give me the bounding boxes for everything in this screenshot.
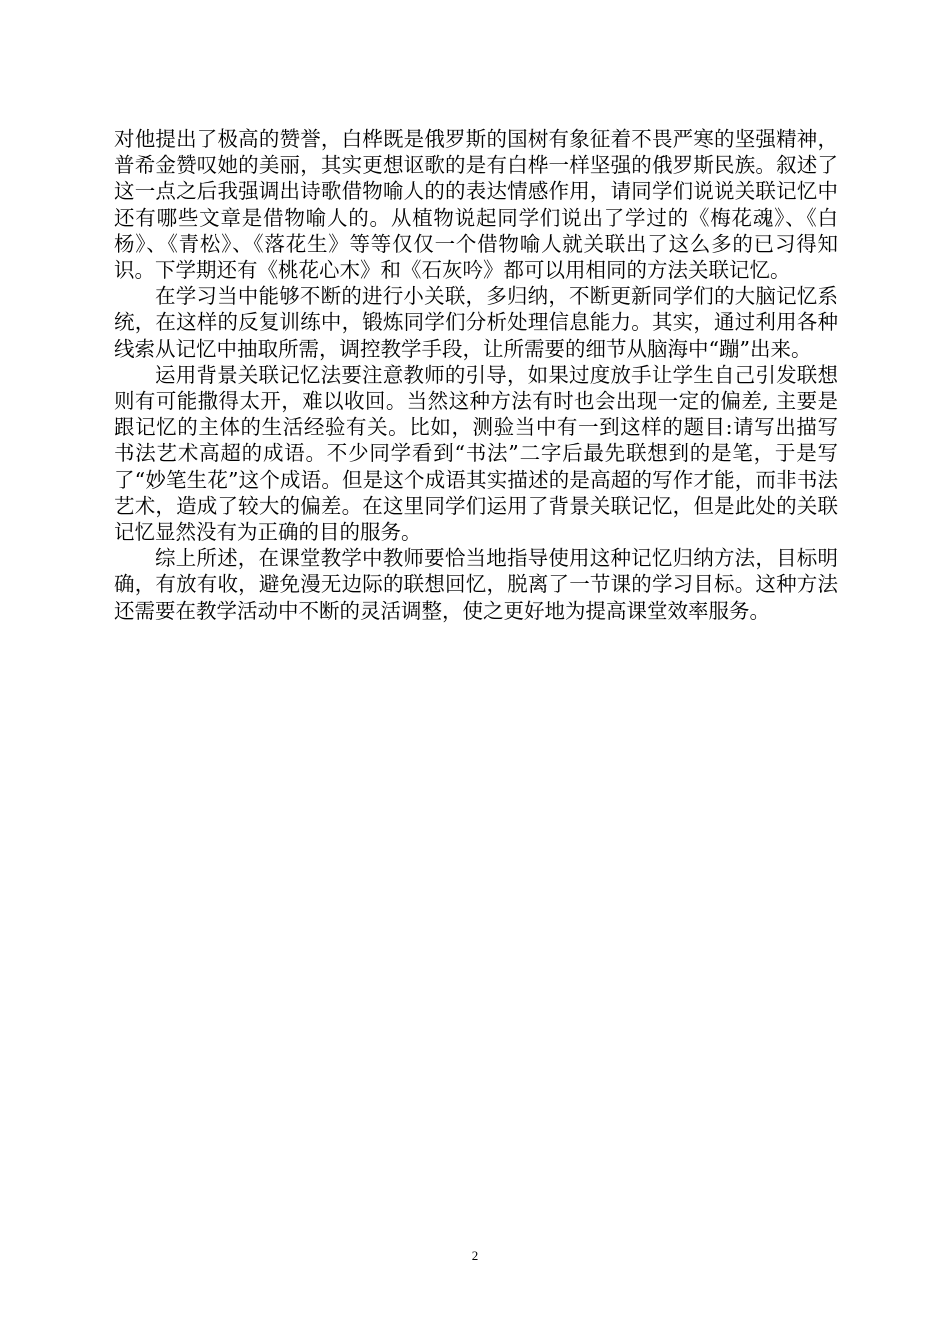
paragraph-association-practice: 在学习当中能够不断的进行小关联，多归纳，不断更新同学们的大脑记忆系统，在这样的反复训练中，锻炼同学们分析处理信息能力。其实，通过利用各种线索从记忆中抽取所需，调控教学手段，让所需要的细节从脑海中“蹦”出来。 bbox=[114, 284, 838, 361]
document-body bbox=[114, 126, 838, 624]
page-number: 2 bbox=[471, 1248, 479, 1263]
paragraph-continuation: 对他提出了极高的赞誉，白桦既是俄罗斯的国树有象征着不畏严寒的坚强精神，普希金赞叹她的美丽，其实更想讴歌的是有白桦一样坚强的俄罗斯民族。叙述了这一点之后我强调出诗歌借物喻人的的表达情感作用，请同学们说说关联记忆中还有哪些文章是借物喻人的。从植物说起同学们说出了学过的《梅花魂》、《白杨》、《青松》、《落花生》等等仅仅一个借物喻人就关联出了这么多的已习得知识。下学期还有《桃花心木》和《石灰吟》都可以用相同的方法关联记忆。 bbox=[114, 127, 838, 283]
paragraph-background-association: 运用背景关联记忆法要注意教师的引导，如果过度放手让学生自己引发联想则有可能撒得太开，难以收回。当然这种方法有时也会出现一定的偏差, 主要是跟记忆的主体的生活经验有关。比如，测验当中有一到这样的题目:请写出描写书法艺术高超的成语。不少同学看到“书法”二字后最先联想到的是笔，于是写了“妙笔生花”这个成语。但是这个成语其实描述的是高超的写作才能，而非书法艺术，造成了较大的偏差。在这里同学们运用了背景关联记忆，但是此处的关联记忆显然没有为正确的目的服务。 bbox=[114, 362, 838, 545]
paragraph-conclusion: 综上所述，在课堂教学中教师要恰当地指导使用这种记忆归纳方法，目标明确，有放有收，避免漫无边际的联想回忆，脱离了一节课的学习目标。这种方法还需要在教学活动中不断的灵活调整，使之更好地为提高课堂效率服务。 bbox=[114, 546, 838, 623]
